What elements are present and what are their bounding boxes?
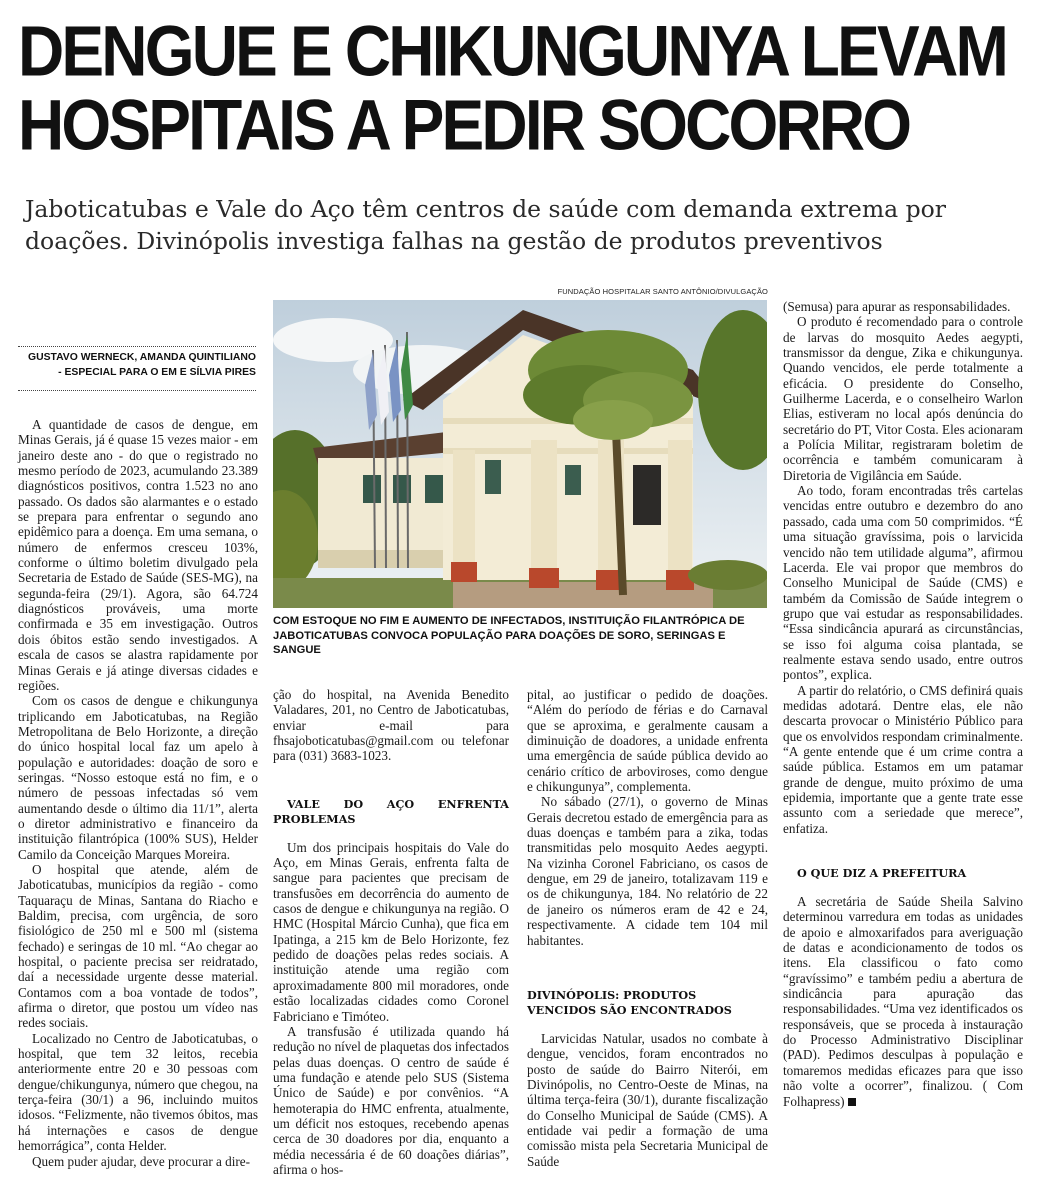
byline-line-2: - ESPECIAL PARA O EM E SÍLVIA PIRES	[58, 367, 256, 378]
article-column-1	[18, 417, 258, 1169]
headline-line-2: HOSPITAIS A PEDIR SOCORRO	[18, 84, 910, 166]
article-column-4	[783, 299, 1023, 1109]
photo-credit: FUNDAÇÃO HOSPITALAR SANTO ANTÔNIO/DIVULGAÇÃO	[557, 287, 768, 296]
byline-rule-top	[18, 346, 256, 347]
subheadline: Jaboticatubas e Vale do Aço têm centros de saúde com demanda extrema por doações. Divinópolis investiga falhas na gestão de produtos preventivos	[25, 195, 947, 255]
paragraph: O produto é recomendado para o controle de larvas do mosquito Aedes aegypti, transmissor da dengue, Zika e chikungunya. Quando vencidos, ele perde totalmente a eficácia. O presidente do Conselho, Guilherme Lacerda, e o conselheiro Warlon Elias, estiveram no local após denúncia do secretário do PT, Vitor Costa. Eles acionaram a Polícia Militar, registraram boletim de ocorrência e também comunicaram à Diretoria de Vigilância em Saúde.	[783, 314, 1023, 483]
byline	[18, 350, 256, 380]
paragraph: Localizado no Centro de Jaboticatubas, o hospital, que tem 32 leitos, recebia anteriormente entre 20 e 30 pessoas com dengue/chikungunya, número que chegou, na terça-feira (30/1) a 96, incluindo muitos idosos. “Felizmente, não tivemos óbitos, mas há internações e casos de dengue hemorrágica”, conta Helder.	[18, 1030, 258, 1154]
article-column-2	[273, 687, 509, 1177]
section-title-divinopolis	[527, 988, 768, 1018]
headline-line-1: DENGUE E CHIKUNGUNYA LEVAM	[18, 10, 1007, 92]
section-title-prefeitura: O QUE DIZ A PREFEITURA	[797, 866, 967, 881]
paragraph: Quem puder ajudar, deve procurar a dire-	[32, 1153, 251, 1169]
paragraph: (Semusa) para apurar as responsabilidades.	[783, 299, 1011, 314]
paragraph: O hospital que atende, além de Jaboticatubas, municípios da região - como Taquaraçu de Minas, Santana do Riacho e Baldim, precisa, com urgência, de soro fisiológico de 250 ml e 500 ml (sistema fechado) e seringas de 10 ml. “Ao chegar ao hospital, o paciente precisa ser reidratado, daí a necessidade urgente desse material. Contamos com a boa vontade de todos”, afirma o diretor, que postou um vídeo nas redes sociais.	[18, 861, 258, 1031]
paragraph: Larvicidas Natular, usados no combate à dengue, vencidos, foram encontrados no posto de saúde do Bairro Niterói, em Divinópolis, no Centro-Oeste de Minas, na última terça-feira (30/1), durante fiscalização do Conselho Municipal de Saúde (CMS). A entidade vai pedir a formação de uma comissão mista pela Secretaria Municipal de Saúde	[527, 1030, 768, 1169]
paragraph: Com os casos de dengue e chikungunya triplicando em Jaboticatubas, na Região Metropolitana de Belo Horizonte, a direção do único hospital local faz um apelo à população e autoridades: doação de soro e seringas. “Nosso estoque está no fim, e o número de pessoas infectadas só vem aumentando desde o último dia 11/1”, alerta o diretor administrativo e financeiro da instituição filantrópica (100% SUS), Helder Camilo da Conceição Marques Moreira.	[18, 693, 258, 862]
byline-line-1: GUSTAVO WERNECK, AMANDA QUINTILIANO	[27, 352, 256, 363]
section-title-line-2: VENCIDOS SÃO ENCONTRADOS	[527, 1002, 732, 1017]
paragraph: A transfusão é utilizada quando há redução no nível de plaquetas dos infectados pelas duas doenças. O centro de saúde é uma fundação e atende pelo SUS (Sistema Único de Saúde) e por convênios. “A hemoterapia do HMC enfrenta, atualmente, um déficit nos estoques, recebendo apenas cerca de 30 doadores por dia, enquanto a média necessária é de 60 doações diárias”, afirma o hos-	[273, 1023, 509, 1177]
article-column-3	[527, 687, 768, 1169]
paragraph: A quantidade de casos de dengue, em Minas Gerais, já é quase 15 vezes maior - em janeiro deste ano - do que o registrado no mesmo período de 2023, acumulando 23.389 diagnósticos positivos, contra 1.523 no ano passado. Os dados são alarmantes e o estado se prepara para enfrentar o segundo ano epidêmico para a doença. Em uma semana, o número de enfermos cresceu 103%, conforme o último boletim divulgado pela Secretaria de Estado de Saúde (SES-MG), na segunda-feira (29/1). Agora, são 64.724 diagnósticos prováveis, uma morte confirmada e 35 em investigação. Outros dois óbitos estão sendo investigados. A escala de casos se alastra rapidamente por Minas Gerais e já atinge diversas cidades e regiões.	[18, 417, 258, 693]
paragraph: ção do hospital, na Avenida Benedito Valadares, 201, no Centro de Jaboticatubas, enviar e-mail para fhsajoboticatubas@gmail.com ou telefonar para (031) 3683-1023.	[273, 687, 509, 764]
final-text: A secretária de Saúde Sheila Salvino determinou varredura em todas as unidades de apoio e almoxarifados para averiguação de datas e acondicionamento de todos os itens. Ela classificou o fato como “gravíssimo” e também pediu a abertura de sindicância para apuração das responsabilidades. “Uma vez identificados os responsáveis, que se proceda à instauração do Processo Administrativo Disciplinar (PAD). Pedimos desculpas à população e tomaremos medidas eficazes para que isso não volte a ocorrer”, finalizou.	[783, 894, 1023, 1094]
headline	[18, 10, 1028, 166]
byline-rule-bottom	[18, 390, 256, 391]
paragraph-final	[783, 894, 1023, 1109]
hospital-building-illustration	[273, 300, 767, 608]
paragraph: A partir do relatório, o CMS definirá quais medidas adotará. Dentre elas, ele não descarta provocar o Ministério Público para que os envolvidos respondam criminalmente. “A gente entende que é um crime contra a saúde pública. Estamos em um patamar grande de dengue, muito próximo de uma epidemia, importante que a gente trate esse assunto com a seriedade que merece”, enfatiza.	[783, 682, 1023, 836]
section-title-line-1: DIVINÓPOLIS: PRODUTOS	[527, 987, 697, 1002]
source-credit: ( Com Folhapress)	[783, 1078, 1023, 1109]
paragraph: Ao todo, foram encontradas três cartelas vencidas entre outubro e dezembro do ano passado, cada uma com 50 comprimidos. “É uma situação gravíssima, pois o larvicida vencido não tem utilidade alguma”, afirmou Lacerda. Ele vai propor que membros do Conselho Municipal de Saúde (CMS) e também da Comissão de Saúde integrem o grupo que vai estudar as responsabilidades. “Essa sindicância apurará as circunstâncias, se isso foi alguma coisa plantada, se realmente estava sendo usado, entre outros pontos”, explica.	[783, 483, 1023, 683]
photo-caption: COM ESTOQUE NO FIM E AUMENTO DE INFECTADOS, INSTITUIÇÃO FILANTRÓPICA DE JABOTICATUBAS CONVOCA POPULAÇÃO PARA DOAÇÕES DE SORO, SERINGAS E SANGUE	[273, 615, 745, 656]
section-title-vale-do-aco: VALE DO AÇO ENFRENTA PROBLEMAS	[273, 796, 509, 826]
end-mark-icon	[848, 1098, 856, 1106]
paragraph: pital, ao justificar o pedido de doações. “Além do período de férias e do Carnaval que se aproxima, e geralmente causam a diminuição de doadores, a unidade enfrenta uma emergência de saúde pública devido ao cenário crítico de arboviroses, como dengue e chikungunya”, complementa.	[527, 687, 768, 795]
hospital-photo	[273, 300, 767, 608]
paragraph: Um dos principais hospitais do Vale do Aço, em Minas Gerais, enfrenta falta de sangue para pacientes que precisam de transfusões em decorrência do aumento de casos de dengue e chikungunya na região. O HMC (Hospital Márcio Cunha), que fica em Ipatinga, a 215 km de Belo Horizonte, fez pedido de doações pelas redes sociais. A instituição atende uma região com aproximadamente 800 mil moradores, onde estão localizadas cidades como Coronel Fabriciano e Timóteo.	[273, 839, 509, 1024]
paragraph: No sábado (27/1), o governo de Minas Gerais decretou estado de emergência para as duas doenças e também para a zika, todas transmitidas pelo mosquito Aedes aegypti. Na vizinha Coronel Fabriciano, os casos de dengue, em 29 de janeiro, totalizavam 119 e os de chikungunya, 184. No relatório de 22 de janeiro os números eram de 42 e 24, respectivamente. A cidade tem 104 mil habitantes.	[527, 794, 768, 948]
